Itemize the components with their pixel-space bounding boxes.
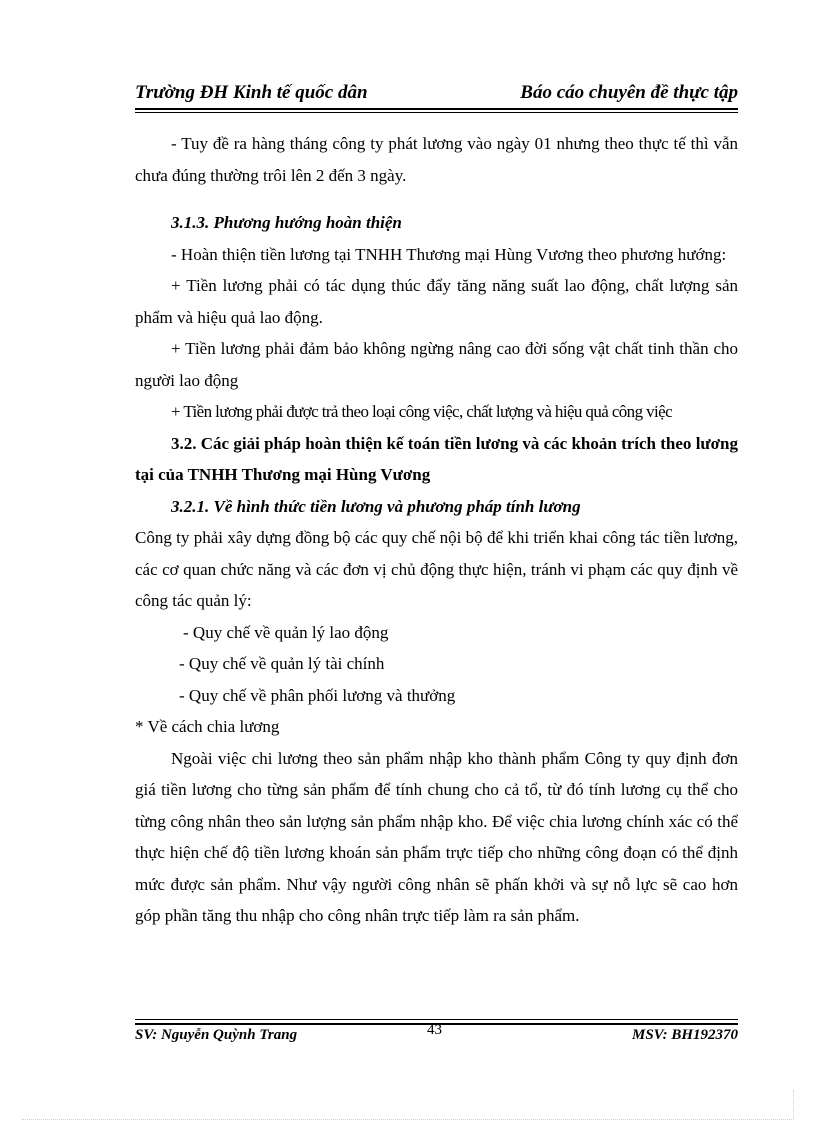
header-report-title: Báo cáo chuyên đề thực tập [520,82,738,103]
paragraph-pay-by-work: + Tiền lương phải được trả theo loại công việc, chất lượng và hiệu quả công việc [171,402,673,421]
list-item: - Quy chế về quản lý lao động [183,622,389,642]
footer-rule-thin [135,1019,738,1020]
footer-student-id: MSV: BH192370 [632,1027,738,1043]
page-header [135,82,738,108]
header-rule-thick [135,108,738,110]
paragraph-salary-division-title: * Về cách chia lương [135,717,280,736]
paragraph-improvement-direction: - Hoàn thiện tiền lương tại TNHH Thương mại Hùng Vương theo phương hướng: [171,244,727,264]
page-margin-guide-vertical [793,1090,794,1120]
paragraph-productivity: + Tiền lương phải có tác dụng thúc đẩy tăng năng suất lao động, chất lượng sản phẩm và hiệu quả lao động. [135,276,738,327]
header-rule-thin [135,112,738,113]
page-footer [135,1022,738,1051]
list-item: - Quy chế về phân phối lương và thưởng [179,685,456,705]
paragraph-internal-regulations: Công ty phải xây dựng đồng bộ các quy chế nội bộ để khi triển khai công tác tiền lương, các cơ quan chức năng và các đơn vị chủ động thực hiện, tránh vi phạm các quy định về công tác quản lý: [135,528,738,610]
heading-3-1-3: 3.1.3. Phương hướng hoàn thiện [171,213,402,232]
paragraph-salary-division: Ngoài việc chi lương theo sản phẩm nhập kho thành phẩm Công ty quy định đơn giá tiền lương cho từng sản phẩm để tính chung cho cả tổ, từ đó tính lương cụ thể cho từng công nhân theo sản lượng sản phẩm nhập kho. Để việc chia lương chính xác có thể thực hiện chế độ tiền lương khoán sản phẩm trực tiếp cho những công đoạn có thể định mức được sản phẩm. Như vậy người công nhân sẽ phấn khởi và sự nỗ lực sẽ cao hơn góp phần tăng thu nhập cho công nhân trực tiếp làm ra sản phẩm. [135,748,738,925]
list-item: - Quy chế về quản lý tài chính [179,654,385,673]
page-margin-guide [22,1119,794,1120]
paragraph-living-standard: + Tiền lương phải đảm bảo không ngừng nâng cao đời sống vật chất tinh thần cho người lao động [135,339,738,390]
page-body [135,128,738,932]
heading-3-2-1: 3.2.1. Về hình thức tiền lương và phương pháp tính lương [171,496,581,516]
footer-student-name: SV: Nguyễn Quỳnh Trang [135,1027,298,1043]
page-number: 43 [427,1022,442,1038]
heading-3-2: 3.2. Các giải pháp hoàn thiện kế toán tiền lương và các khoản trích theo lương tại của TNHH Thương mại Hùng Vương [135,433,738,484]
header-school-name: Trường ĐH Kinh tế quốc dân [135,82,368,103]
paragraph-salary-delay: - Tuy đề ra hàng tháng công ty phát lương vào ngày 01 nhưng theo thực tế thì vẫn chưa đúng thường trôi lên 2 đến 3 ngày. [135,134,738,185]
